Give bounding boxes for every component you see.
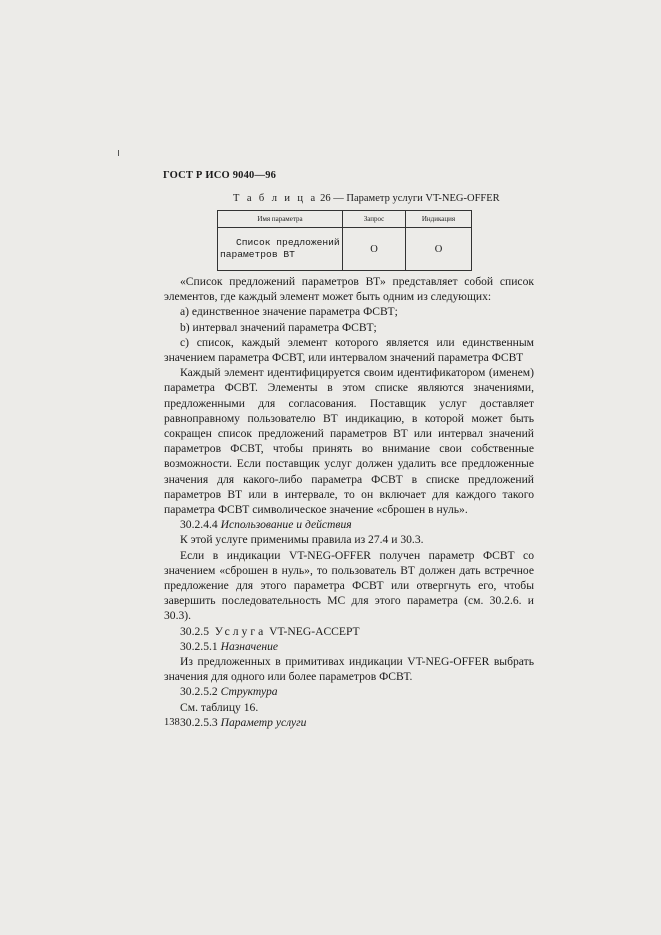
list-item: с) список, каждый элемент которого является или единственным значением параметра ФСВТ, или интервалом значений параметра ФСВТ <box>164 335 534 365</box>
section-title: Использование и действия <box>220 518 352 532</box>
section-heading <box>164 715 534 730</box>
list-item: b) интервал значений параметра ФСВТ; <box>180 320 377 334</box>
paragraph: Если в индикации VT-NEG-OFFER получен параметр ФСВТ со значением «сброшен в нуль», то пользователь ВТ должен дать встречное предложение для этого параметра ФСВТ или отвергнуть его, чтобы завершить последовательность МС для этого параметра (см. 30.2.6. и 30.3). <box>164 548 534 623</box>
table-row <box>218 228 472 271</box>
list-item: а) единственное значение параметра ФСВТ; <box>180 305 398 319</box>
parameter-name-cell <box>218 228 343 271</box>
paragraph: «Список предложений параметров ВТ» представляет собой список элементов, где каждый элемент может быть одним из следующих: <box>164 275 534 304</box>
page-number: 138 <box>164 717 180 728</box>
column-header: Имя параметра <box>218 211 343 228</box>
section-heading <box>164 639 534 654</box>
paragraph: Каждый элемент идентифицируется своим идентификатором (именем) параметра ФСВТ. Элементы в этом списке являются значениями, предложенными для согласования. Поставщик услуг доставляет равноправному пользователю ВТ индикацию, в которой может быть сокращен список предложений параметров ВТ или интервал значений параметров ФСВТ, чтобы принять во внимание свои собственные возможности. Если поставщик услуг должен удалить все предложенные значения для какого-либо параметра ФСВТ в списке предложений параметров ВТ или в интервале, то он включает для каждого такого параметра ФСВТ символическое значение «сброшен в нуль». <box>164 366 534 517</box>
parameter-table <box>217 210 472 271</box>
column-header: Запрос <box>343 211 406 228</box>
paragraph: Из предложенных в примитивах индикации VT-NEG-OFFER выбрать значения для одного или более параметров ФСВТ. <box>164 655 534 684</box>
table-caption-text: 26 — Параметр услуги VT-NEG-OFFER <box>317 193 500 204</box>
section-number: 30.2.5 <box>180 624 209 638</box>
section-title: Структура <box>220 685 278 699</box>
section-number: 30.2.5.3 <box>180 715 218 729</box>
paragraph: См. таблицу 16. <box>180 700 259 714</box>
parameter-name-line2: параметров ВТ <box>220 249 295 260</box>
section-word: Услуга <box>214 624 267 638</box>
indication-cell: О <box>406 228 472 271</box>
section-title: Назначение <box>220 639 279 653</box>
parameter-name-line1: Список предложений <box>236 237 340 248</box>
section-number: 30.2.5.1 <box>180 639 218 653</box>
section-title: Параметр услуги <box>220 715 307 729</box>
section-heading <box>164 624 534 639</box>
section-number: 30.2.5.2 <box>180 685 218 699</box>
standard-header: ГОСТ Р ИСО 9040—96 <box>163 170 277 181</box>
section-service-name: VT-NEG-ACCEPT <box>269 624 360 638</box>
section-heading <box>164 684 534 699</box>
margin-mark <box>118 150 119 156</box>
paragraph: К этой услуге применимы правила из 27.4 и 30.3. <box>180 533 424 547</box>
table-caption <box>233 193 500 204</box>
request-cell: О <box>343 228 406 271</box>
section-number: 30.2.4.4 <box>180 518 218 532</box>
section-heading <box>164 517 534 532</box>
body-text <box>164 274 534 730</box>
table-header-row <box>218 211 472 228</box>
table-caption-prefix: Т а б л и ц а <box>233 193 318 204</box>
column-header: Индикация <box>406 211 472 228</box>
